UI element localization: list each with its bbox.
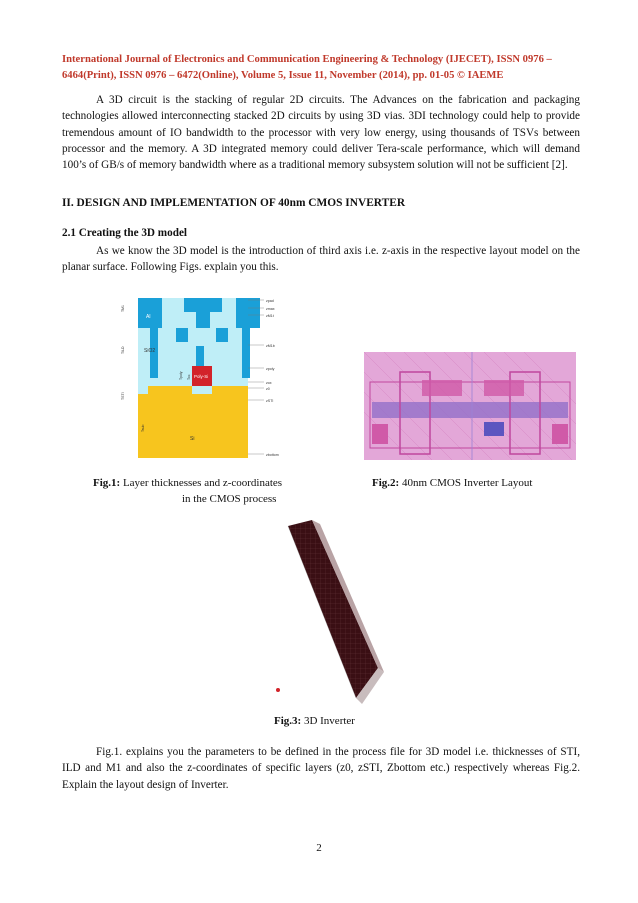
fig1-al-mid-stem — [196, 312, 210, 328]
fig1-label-tm1: TM1 — [121, 305, 125, 312]
fig1-label-zpoly: zpoly — [266, 367, 275, 371]
fig1-si-substrate — [138, 394, 248, 458]
fig2-contact-bottom-right — [552, 424, 568, 444]
fig1-label-zbottom: zbottom — [266, 453, 279, 457]
fig2-caption-text: 40nm CMOS Inverter Layout — [401, 477, 533, 489]
fig2-caption-label: Fig.2: — [372, 477, 400, 489]
subsection-paragraph — [62, 243, 580, 276]
fig1-label-tsub: Tsub — [141, 424, 145, 432]
subsection-heading: 2.1 Creating the 3D model — [62, 227, 188, 239]
fig1-label-tpoly: Tpoly — [179, 371, 183, 380]
fig2-gate-contact — [484, 422, 504, 436]
fig1-label-zm1t: zM1t — [266, 314, 274, 318]
fig3-caption-text: 3D Inverter — [303, 715, 355, 727]
fig1-label-zpad: zpad — [266, 299, 274, 303]
journal-header — [62, 52, 580, 84]
fig1-via-right — [242, 328, 250, 378]
fig1-al-mid-right — [216, 328, 228, 342]
fig3-caption-label: Fig.3: — [274, 715, 302, 727]
closing-paragraph — [62, 744, 580, 793]
fig1-al-mid-left — [176, 328, 188, 342]
fig1-si-left-step — [148, 386, 192, 400]
fig3-mesh-overlay — [288, 520, 378, 698]
subsection-paragraph-text: As we know the 3D model is the introduction of third axis i.e. z-axis in the respective layout model on the planar surface. Following Figs. explain you this. — [62, 245, 580, 274]
fig3-caption — [274, 713, 355, 729]
fig2-caption — [372, 475, 532, 491]
fig2-inverter-layout-diagram — [364, 352, 576, 460]
fig1-caption-label: Fig.1: — [93, 477, 121, 489]
fig2-contact-bottom-left — [372, 424, 388, 444]
fig1-al-right — [236, 298, 260, 328]
journal-header-line1: International Journal of Electronics and Communication Engineering & Technology (IJECET), ISSN 0976 – — [62, 54, 552, 65]
section-heading: II. DESIGN AND IMPLEMENTATION OF 40nm CMOS INVERTER — [62, 197, 406, 209]
fig1-caption — [93, 475, 282, 491]
fig1-label-zmax: zmax — [266, 307, 275, 311]
fig1-si-right-step — [212, 386, 248, 400]
fig1-label-zm1b: zM1b — [266, 344, 275, 348]
fig2-poly-strip — [372, 402, 568, 418]
intro-paragraph-text: A 3D circuit is the stacking of regular 2D circuits. The Advances on the fabrication and packaging technologies allowed interconnecting stacked 2D circuits by using 3D vias. 3DI technology could help to provide tremendous amount of IO bandwidth to the processor with very low energy, using thousands of TSVs between processor and the memory. A 3D integrated memory could deliver Tera-scale performance, which will demand 100’s of GB/s of memory bandwidth where as a traditional memory subsystem solution will not be sufficient [2]. — [62, 94, 580, 172]
fig2-contact-top-left — [422, 380, 462, 396]
fig1-caption-text: Layer thicknesses and z-coordinates — [122, 477, 283, 489]
fig1-label-si: Si — [190, 436, 195, 442]
fig1-al-left — [138, 298, 162, 328]
fig1-label-zox: zox — [266, 381, 272, 385]
fig3-origin-marker — [276, 688, 280, 692]
fig1-cross-section-diagram — [118, 290, 292, 460]
fig3-3d-inverter-mesh — [260, 518, 384, 706]
fig1-label-tox: Tox — [187, 374, 191, 380]
intro-paragraph — [62, 92, 580, 173]
fig1-label-zsti: zSTI — [266, 399, 274, 403]
fig1-label-al: Al — [146, 314, 151, 320]
fig2-contact-top-right — [484, 380, 524, 396]
page-number: 2 — [316, 842, 322, 854]
fig1-label-z0: z0 — [266, 387, 270, 391]
closing-paragraph-text: Fig.1. explains you the parameters to be defined in the process file for 3D model i.e. thicknesses of STI, ILD and M1 and also the z-coordinates of specific layers (z0, zSTI, Zbottom etc.) respectively whereas Fig.2. Explain the layout design of Inverter. — [62, 746, 580, 791]
fig1-label-sio2: SiO2 — [144, 348, 156, 354]
journal-header-line2: 6464(Print), ISSN 0976 – 6472(Online), Volume 5, Issue 11, November (2014), pp. 01-05 © IAEME — [62, 70, 504, 81]
fig1-caption-line2: in the CMOS process — [182, 493, 277, 505]
fig1-via-mid — [196, 346, 204, 366]
fig1-label-poly: Poly-Si — [194, 374, 209, 379]
fig1-label-tild: TILD — [121, 346, 125, 354]
fig1-al-mid — [184, 298, 222, 312]
fig1-label-tsti: TSTI — [121, 392, 125, 400]
